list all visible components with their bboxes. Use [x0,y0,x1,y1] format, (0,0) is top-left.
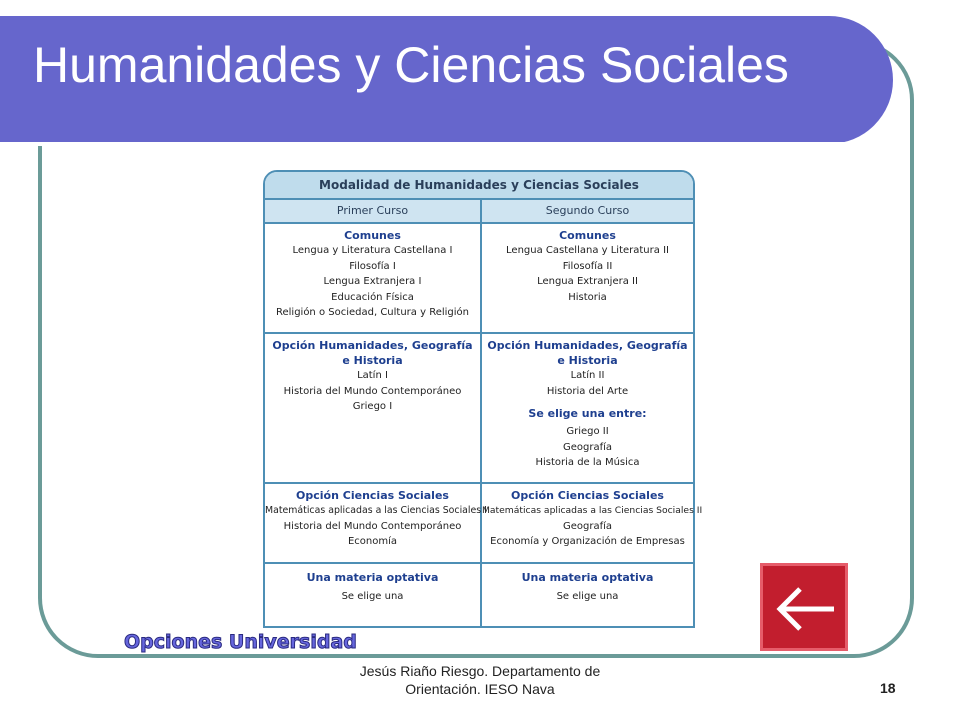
column-header-segundo-curso: Segundo Curso [482,200,693,224]
column-header-primer-curso: Primer Curso [265,200,482,224]
table-cell [482,224,693,332]
cell-heading: Una materia optativa [521,571,654,584]
modalidad-table [263,170,703,628]
subject-item: Matemáticas aplicadas a las Ciencias Sociales II [482,505,703,516]
subject-item: Historia [568,291,607,303]
cell-heading: Comunes [344,229,401,242]
subject-item: Se elige una [341,591,404,602]
table-title: Modalidad de Humanidades y Ciencias Sociales [265,172,693,200]
subject-item: Historia de la Música [535,457,640,469]
table-cell [265,224,482,332]
subject-item: Historia del Arte [546,385,629,397]
opciones-universidad-link[interactable]: Opciones Universidad [124,631,357,653]
title-underline [0,142,848,146]
slide-title: Humanidades y Ciencias Sociales [33,37,789,93]
subject-item: Lengua Extranjera I [323,276,422,288]
subject-item: Se elige una [556,591,619,602]
subject-item: Lengua y Literatura Castellana I [292,245,453,256]
cell-heading: Opción Ciencias Sociales [296,489,449,502]
subject-item: Economía y Organización de Empresas [490,536,685,548]
subject-item: Latín II [570,370,605,381]
subject-item: Geografía [562,520,613,532]
cell-heading: Una materia optativa [306,571,439,584]
subject-item: Religión o Sociedad, Cultura y Religión [275,307,469,319]
table-row-comunes [265,224,693,334]
subject-item: Filosofía I [349,260,396,272]
footer-line: Orientación. IESO Nava [405,681,555,697]
subject-item: Matemáticas aplicadas a las Ciencias Sociales I [265,505,487,516]
subject-item: Geografía [562,441,613,453]
cell-heading: Opción Humanidades, Geografía [487,339,688,352]
footer-line: Jesús Riaño Riesgo. Departamento de [359,663,601,679]
table-cell [265,564,482,626]
subject-item: Economía [347,536,398,548]
subject-item: Griego I [352,401,393,413]
table-cell [482,484,703,562]
page-number: 18 [880,680,896,696]
subject-item: Educación Física [331,291,414,303]
subject-item: Latín I [357,370,388,381]
cell-heading: Opción Humanidades, Geografía [272,339,473,352]
table-cell [265,334,482,482]
cell-heading: e Historia [557,354,618,367]
table-cell [482,334,693,482]
subject-item: Filosofía II [562,260,613,272]
table-row-optativa [265,564,693,626]
cell-heading: Comunes [559,229,616,242]
table-cell [482,564,693,626]
subject-item: Historia del Mundo Contemporáneo [283,385,462,397]
cell-heading: Opción Ciencias Sociales [511,489,664,502]
table-cell [265,484,487,562]
footer-author [330,662,630,698]
subject-item: Historia del Mundo Contemporáneo [283,520,462,532]
subject-item: Lengua Castellana y Literatura II [506,245,669,256]
left-arrow-icon [768,571,844,647]
table-row-ciencias-sociales [265,484,703,564]
back-button[interactable] [760,563,848,651]
table-row-humanidades [265,334,693,484]
cell-heading: e Historia [342,354,403,367]
subject-item: Griego II [566,426,609,438]
choose-one-heading: Se elige una entre: [528,407,647,421]
subject-item: Lengua Extranjera II [537,276,638,288]
